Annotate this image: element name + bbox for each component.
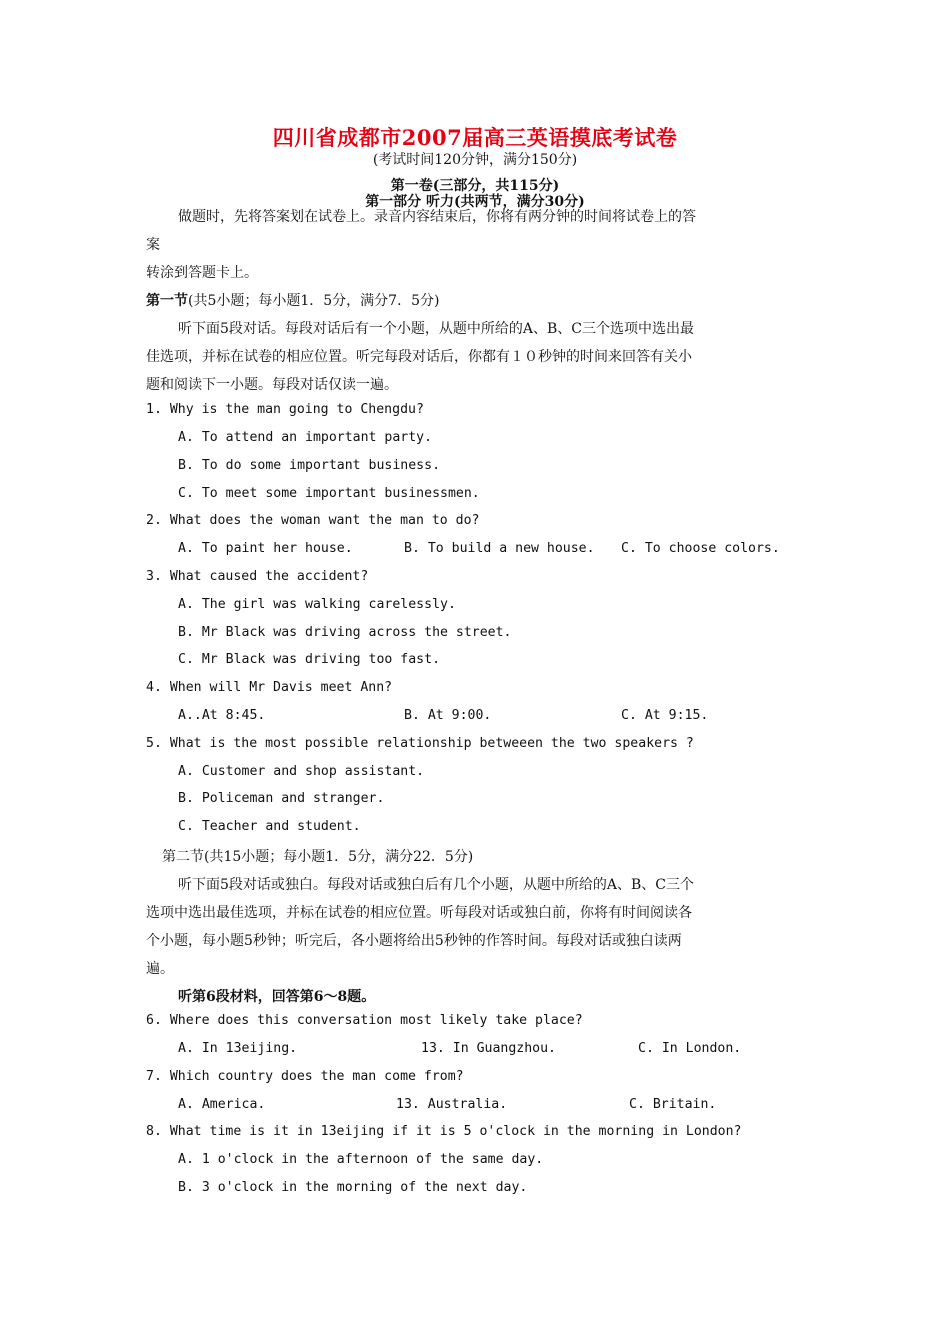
- q6-option-c: C. In London.: [638, 1041, 742, 1056]
- intro-line-3: 转涂到答题卡上。: [146, 265, 258, 281]
- section2-instr-3: 个小题，每小题5秒钟；听完后，各小题将给出5秒钟的作答时间。每段对话或独白读两: [146, 933, 682, 949]
- q1-stem: 1. Why is the man going to Chengdu?: [146, 402, 424, 417]
- q7-option-b: 13. Australia.: [396, 1097, 508, 1112]
- q4-option-a: A..At 8:45.: [178, 708, 266, 723]
- q3-option-b: B. Mr Black was driving across the street.: [178, 625, 512, 640]
- q7-option-a: A. America.: [178, 1097, 266, 1112]
- q5-option-b: B. Policeman and stranger.: [178, 791, 385, 806]
- q5-option-c: C. Teacher and student.: [178, 819, 361, 834]
- q7-option-c: C. Britain.: [629, 1097, 717, 1112]
- q7-stem: 7. Which country does the man come from?: [146, 1069, 464, 1084]
- section2-instr-1: 听下面5段对话或独白。每段对话或独白后有几个小题，从题中所给的A、B、C三个: [178, 877, 695, 893]
- volume-heading: 第一卷(三部分，共115分): [390, 178, 560, 194]
- material-heading: 听第6段材料，回答第6～8题。: [178, 989, 376, 1005]
- q6-option-b: 13. In Guangzhou.: [421, 1041, 556, 1056]
- section2-instr-4: 遍。: [146, 961, 174, 977]
- q2-option-a: A. To paint her house.: [178, 541, 353, 556]
- intro-line-1: 做题时，先将答案划在试卷上。录音内容结束后，你将有两分钟的时间将试卷上的答: [178, 209, 696, 225]
- exam-subtitle: (考试时间120分钟，满分150分): [372, 152, 578, 168]
- q1-option-b: B. To do some important business.: [178, 458, 441, 473]
- section1-instr-2: 佳选项，并标在试卷的相应位置。听完每段对话后，你都有１０秒钟的时间来回答有关小: [146, 349, 692, 365]
- section2-instr-2: 选项中选出最佳选项，并标在试卷的相应位置。听每段对话或独白前，你将有时间阅读各: [146, 905, 692, 921]
- section1-desc: (共5小题；每小题1．5分，满分7．5分): [188, 293, 440, 309]
- q6-stem: 6. Where does this conversation most likely take place?: [146, 1013, 583, 1028]
- section1-label: 第一节: [146, 293, 188, 309]
- q3-option-a: A. The girl was walking carelessly.: [178, 597, 456, 612]
- section1-heading: [146, 290, 439, 310]
- q6-option-a: A. In 13eijing.: [178, 1041, 298, 1056]
- q8-option-b: B. 3 o'clock in the morning of the next day.: [178, 1180, 528, 1195]
- q4-option-b: B. At 9:00.: [404, 708, 492, 723]
- intro-line-2: 案: [146, 237, 160, 253]
- q4-stem: 4. When will Mr Davis meet Ann?: [146, 680, 393, 695]
- part-heading: 第一部分 听力(共两节，满分30分): [365, 194, 585, 210]
- q1-option-c: C. To meet some important businessmen.: [178, 486, 480, 501]
- q2-option-b: B. To build a new house.: [404, 541, 595, 556]
- q8-option-a: A. 1 o'clock in the afternoon of the same day.: [178, 1152, 544, 1167]
- q4-option-c: C. At 9:15.: [621, 708, 709, 723]
- q3-stem: 3. What caused the accident?: [146, 569, 369, 584]
- q5-stem: 5. What is the most possible relationship betweeen the two speakers ?: [146, 736, 694, 751]
- q5-option-a: A. Customer and shop assistant.: [178, 764, 425, 779]
- section2-heading: 第二节(共15小题；每小题1．5分，满分22．5分): [162, 849, 474, 865]
- q2-option-c: C. To choose colors.: [621, 541, 780, 556]
- q3-option-c: C. Mr Black was driving too fast.: [178, 652, 441, 667]
- q8-stem: 8. What time is it in 13eijing if it is 5 o'clock in the morning in London?: [146, 1124, 742, 1139]
- section1-instr-3: 题和阅读下一小题。每段对话仅读一遍。: [146, 377, 398, 393]
- q2-stem: 2. What does the woman want the man to do?: [146, 513, 480, 528]
- section1-instr-1: 听下面5段对话。每段对话后有一个小题，从题中所给的A、B、C三个选项中选出最: [178, 321, 695, 337]
- q1-option-a: A. To attend an important party.: [178, 430, 433, 445]
- exam-title: 四川省成都市2007届高三英语摸底考试卷: [272, 125, 678, 150]
